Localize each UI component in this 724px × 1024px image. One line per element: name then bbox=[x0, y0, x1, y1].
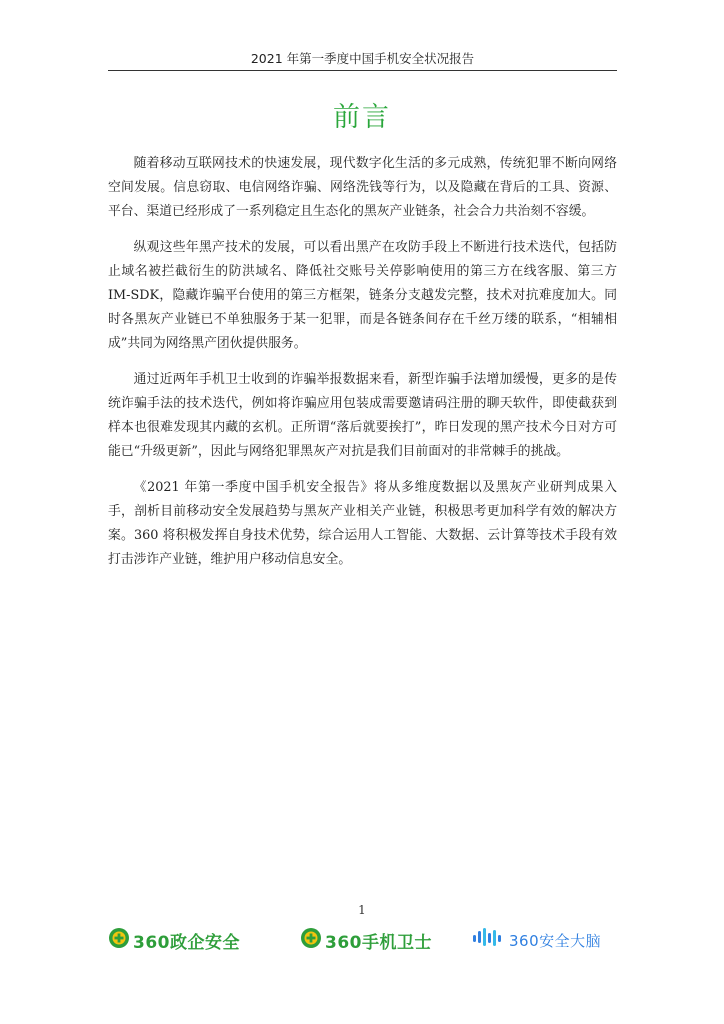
footer-logos bbox=[108, 926, 617, 954]
page-number: 1 bbox=[358, 903, 366, 917]
logo-label: 360手机卫士 bbox=[325, 932, 432, 953]
paragraph-4: 《2021 年第一季度中国手机安全报告》将从多维度数据以及黑灰产业研判成果入手，剖析目前移动安全发展趋势与黑灰产业相关产业链，积极思考更加科学有效的解决方案。360 将积极发挥自身技术优势，综合运用人工智能、大数据、云计算等技术手段有效打击涉诈产业链，维护用户移动信息安全。 bbox=[108, 480, 617, 567]
page-header: 2021 年第一季度中国手机安全状况报告 bbox=[250, 51, 475, 66]
logo-label: 360安全大脑 bbox=[509, 931, 602, 950]
paragraph-3: 通过近两年手机卫士收到的诈骗举报数据来看，新型诈骗手法增加缓慢，更多的是传统诈骗手法的技术迭代，例如将诈骗应用包装成需要邀请码注册的聊天软件，即使截获到样本也很难发现其内藏的玄机。正所谓“落后就要挨打”，昨日发现的黑产技术今日对方可能已“升级更新”，因此与网络犯罪黑灰产对抗是我们目前面对的非常棘手的挑战。 bbox=[108, 372, 617, 459]
page-title: 前言 bbox=[333, 102, 391, 133]
logo-label: 360政企安全 bbox=[133, 932, 240, 953]
logo-360-security-brain bbox=[472, 926, 601, 954]
header-rule bbox=[108, 70, 617, 71]
logo-360-enterprise-security bbox=[108, 926, 240, 954]
paragraph-2: 纵观这些年黑产技术的发展，可以看出黑产在攻防手段上不断进行技术迭代，包括防止域名被拦截衍生的防洪域名、降低社交账号关停影响使用的第三方在线客服、第三方 IM-SDK，隐藏诈骗平台使用的第三方框架，链条分支越发完整，技术对抗难度加大。同时各黑灰产业链已不单独服务于某一犯罪，而是各链条间存在千丝万缕的联系，“相辅相成”共同为网络黑产团伙提供服务。 bbox=[108, 240, 617, 351]
body-text bbox=[108, 152, 617, 584]
360-plus-logo-icon bbox=[108, 927, 130, 953]
brain-wave-logo-icon bbox=[472, 926, 506, 954]
360-plus-logo-icon bbox=[300, 927, 322, 953]
paragraph-1: 随着移动互联网技术的快速发展，现代数字化生活的多元成熟，传统犯罪不断向网络空间发展。信息窃取、电信网络诈骗、网络洗钱等行为，以及隐藏在背后的工具、资源、平台、渠道已经形成了一系列稳定且生态化的黑灰产业链条，社会合力共治刻不容缓。 bbox=[108, 156, 617, 219]
logo-360-mobile-guard bbox=[300, 926, 432, 954]
